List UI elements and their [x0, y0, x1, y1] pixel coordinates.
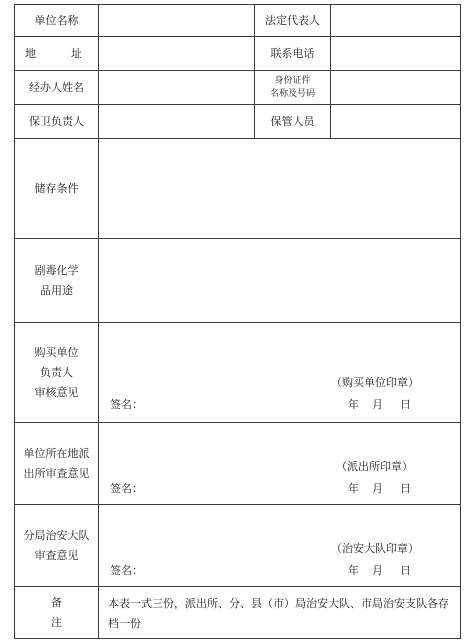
- police-sign-label: 签名：: [110, 482, 143, 495]
- id-doc-text-1: 身份证件: [274, 75, 311, 86]
- legal-rep-text: 法定代表人: [265, 13, 320, 27]
- police-review-text-1: 单位所在地派: [23, 446, 90, 460]
- column-divider: [330, 4, 331, 139]
- buyer-stamp-note: （购买单位印章）: [331, 376, 419, 389]
- remarks-label: [15, 587, 98, 638]
- address-text-2: 址: [71, 46, 82, 60]
- police-stamp-note: （派出所印章）: [336, 460, 413, 473]
- police-date-day: 日: [400, 482, 411, 495]
- brigade-date-day: 日: [400, 564, 411, 577]
- security-head-text: 保卫负责人: [29, 114, 84, 128]
- buyer-sign-label: 签名：: [110, 398, 143, 411]
- brigade-review-label: [15, 505, 98, 586]
- custodian-text: 保管人员: [270, 114, 315, 128]
- remarks-content: 本表一式三份，派出所、分、县（市）局治安大队、市局治安支队各存档一份: [108, 597, 449, 630]
- address-text-1: 地: [25, 46, 36, 60]
- police-review-text-2: 出所审查意见: [23, 466, 90, 480]
- table-border-bottom: [14, 638, 461, 639]
- phone-label: [255, 37, 330, 70]
- brigade-review-text-1: 分局治安大队: [23, 528, 90, 542]
- buyer-review-text-2: 负责人: [40, 365, 73, 379]
- buyer-review-label: [15, 323, 98, 422]
- buyer-date-year: 年: [348, 398, 359, 411]
- police-date-month: 月: [372, 482, 383, 495]
- purpose-text-1: 剧毒化学: [34, 263, 79, 277]
- storage-text: 储存条件: [34, 181, 79, 195]
- legal-rep-label: [255, 5, 330, 36]
- police-review-label: [15, 423, 98, 504]
- id-doc-label: [255, 71, 330, 104]
- unit-name-label: [15, 5, 98, 36]
- brigade-date-month: 月: [372, 564, 383, 577]
- buyer-review-text-3: 审核意见: [34, 385, 79, 399]
- purpose-text-2: 品用途: [40, 283, 73, 297]
- brigade-review-text-2: 审查意见: [34, 548, 79, 562]
- address-label: [15, 37, 98, 70]
- police-date-year: 年: [348, 482, 359, 495]
- storage-label: [15, 139, 98, 238]
- remarks-text-1: 备: [51, 595, 62, 609]
- security-head-label: [15, 105, 98, 138]
- buyer-date-day: 日: [400, 398, 411, 411]
- remarks-text-2: 注: [51, 615, 62, 629]
- unit-name-text: 单位名称: [34, 13, 79, 27]
- phone-text: 联系电话: [270, 46, 315, 60]
- custodian-label: [255, 105, 330, 138]
- purpose-label: [15, 239, 98, 322]
- handler-name-text: 经办人姓名: [29, 80, 84, 94]
- buyer-date-month: 月: [372, 398, 383, 411]
- brigade-sign-label: 签名：: [110, 564, 143, 577]
- buyer-review-text-1: 购买单位: [34, 345, 79, 359]
- label-column-divider: [98, 4, 99, 639]
- table-border-right: [460, 4, 461, 639]
- id-doc-text-2: 名称及号码: [269, 88, 315, 99]
- brigade-date-year: 年: [348, 564, 359, 577]
- handler-name-label: [15, 71, 98, 104]
- brigade-stamp-note: （治安大队印章）: [331, 542, 419, 555]
